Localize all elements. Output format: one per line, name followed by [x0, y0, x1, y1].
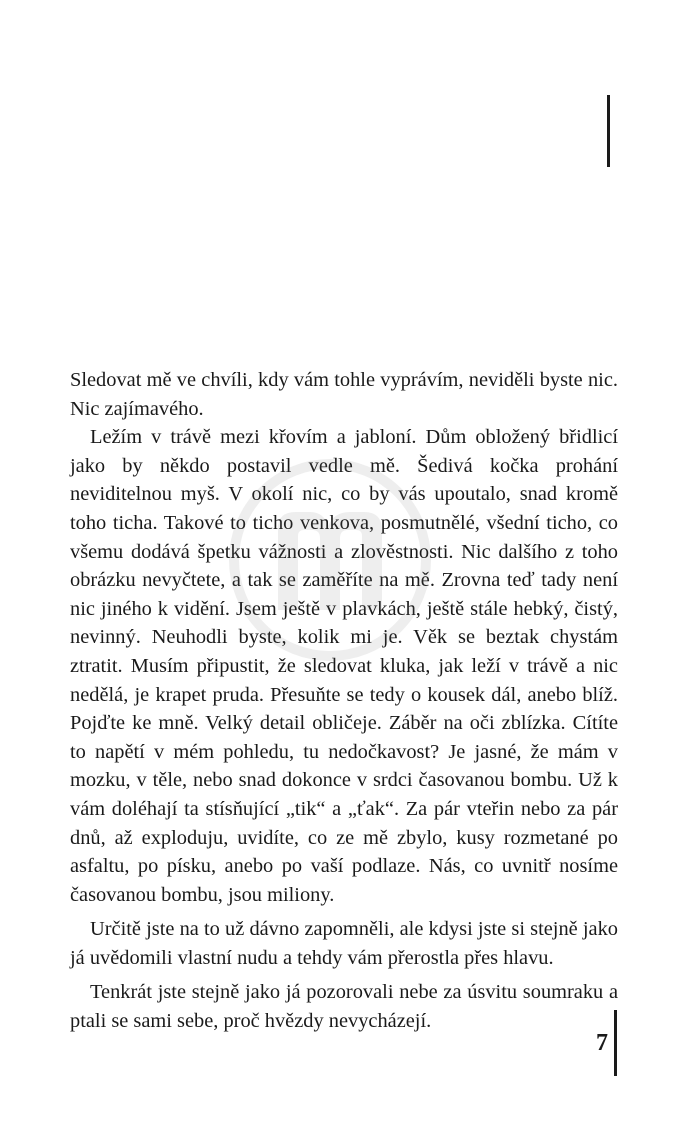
top-margin-rule	[607, 95, 610, 167]
paragraph-4: Tenkrát jste stejně jako já pozorovali nebe za úsvitu soumraku a ptali se sami sebe, proč hvězdy nevycházejí.	[70, 981, 618, 1033]
body-text	[70, 366, 618, 1036]
paragraph-3: Určitě jste na to už dávno zapomněli, ale kdysi jste si stejně jako já uvědomili vlastní nudu a tehdy vám přerostla přes hlavu.	[70, 918, 618, 969]
page-number: 7	[596, 1029, 608, 1056]
paragraph-1: Sledovat mě ve chvíli, kdy vám tohle vyprávím, neviděli byste nic. Nic zajímavého.	[70, 369, 618, 420]
folio-rule	[614, 1010, 617, 1076]
page-footer	[596, 1010, 617, 1076]
paragraph-2: Ležím v trávě mezi křovím a jabloní. Dům obložený břidlicí jako by někdo postavil vedle mě. Šedivá kočka prohání neviditelnou myš. V okolí nic, co by vás upoutalo, snad kromě toho ticha. Takové to ticho venkova, posmutnělé, všední ticho, co všemu dodává špetku vážnosti a zlověstnosti. Nic dalšího z toho obrázku nevyčtete, a tak se zaměříte na mě. Zrovna teď tady není nic jiného k vidění. Jsem ještě v plavkách, ještě stále hebký, čistý, nevinný. Neuhodli byste, kolik mi je. Věk se beztak chystám ztratit. Musím připustit, že sledovat kluka, jak leží v trávě a nic nedělá, je krapet pruda. Přesuňte se tedy o kousek dál, anebo blíž. Pojďte ke mně. Velký detail obličeje. Záběr na oči zblízka. Cítíte to napětí v mém pohledu, tu nedočkavost? Je jasné, že mám v mozku, v těle, nebo snad dokonce v srdci časovanou bombu. Už k vám doléhají ta stísňující „tik“ a „ťak“. Za pár vteřin nebo za pár dnů, až exploduju, uvidíte, co ze mě zbylo, kusy rozmetané po asfaltu, po písku, anebo po vaší podlaze. Nás, co uvnitř nosíme časovanou bombu, jsou miliony.	[70, 426, 618, 906]
